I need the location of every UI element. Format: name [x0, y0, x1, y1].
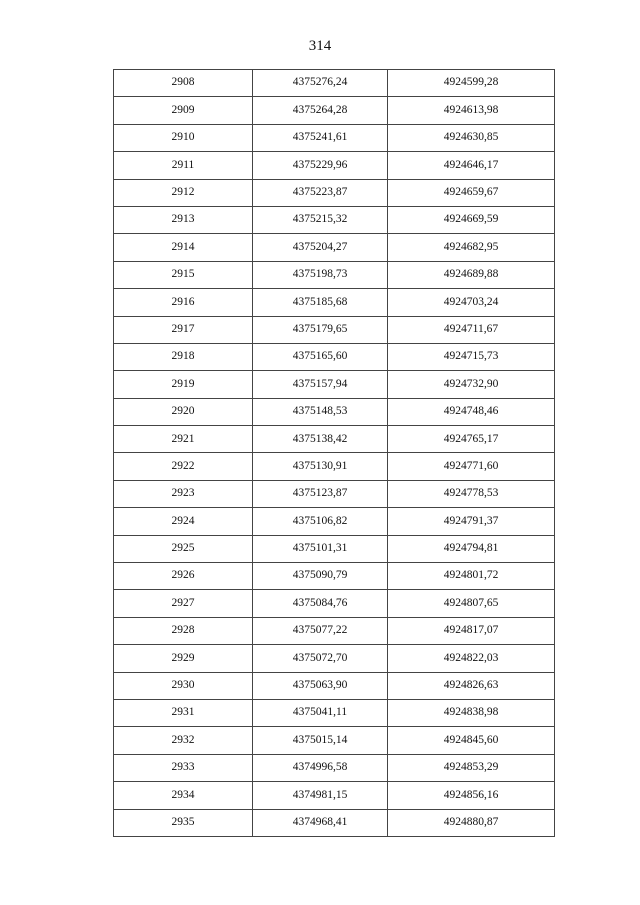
- y-coordinate-cell: 4924659,67: [388, 179, 555, 206]
- point-number-cell: 2913: [114, 206, 253, 233]
- y-coordinate-cell: 4924669,59: [388, 206, 555, 233]
- table-row: [114, 343, 555, 370]
- y-coordinate-cell: 4924880,87: [388, 809, 555, 836]
- table-row: [114, 179, 555, 206]
- x-coordinate-cell: 4375090,79: [253, 563, 388, 590]
- table-row: [114, 70, 555, 97]
- y-coordinate-cell: 4924778,53: [388, 480, 555, 507]
- table-row: [114, 563, 555, 590]
- table-row: [114, 480, 555, 507]
- y-coordinate-cell: 4924838,98: [388, 699, 555, 726]
- table-row: [114, 206, 555, 233]
- x-coordinate-cell: 4375229,96: [253, 152, 388, 179]
- coordinates-table: [113, 69, 555, 837]
- table-row: [114, 645, 555, 672]
- y-coordinate-cell: 4924630,85: [388, 124, 555, 151]
- point-number-cell: 2910: [114, 124, 253, 151]
- point-number-cell: 2927: [114, 590, 253, 617]
- point-number-cell: 2933: [114, 754, 253, 781]
- x-coordinate-cell: 4375084,76: [253, 590, 388, 617]
- table-row: [114, 617, 555, 644]
- x-coordinate-cell: 4375063,90: [253, 672, 388, 699]
- x-coordinate-cell: 4375185,68: [253, 289, 388, 316]
- table-row: [114, 782, 555, 809]
- point-number-cell: 2932: [114, 727, 253, 754]
- point-number-cell: 2916: [114, 289, 253, 316]
- table-row: [114, 234, 555, 261]
- point-number-cell: 2934: [114, 782, 253, 809]
- y-coordinate-cell: 4924765,17: [388, 426, 555, 453]
- y-coordinate-cell: 4924748,46: [388, 398, 555, 425]
- coordinates-table-body: [114, 70, 555, 837]
- point-number-cell: 2923: [114, 480, 253, 507]
- table-row: [114, 535, 555, 562]
- table-row: [114, 453, 555, 480]
- table-row: [114, 316, 555, 343]
- x-coordinate-cell: 4375148,53: [253, 398, 388, 425]
- table-row: [114, 754, 555, 781]
- x-coordinate-cell: 4375138,42: [253, 426, 388, 453]
- table-row: [114, 97, 555, 124]
- point-number-cell: 2924: [114, 508, 253, 535]
- x-coordinate-cell: 4375157,94: [253, 371, 388, 398]
- y-coordinate-cell: 4924715,73: [388, 343, 555, 370]
- point-number-cell: 2922: [114, 453, 253, 480]
- point-number-cell: 2912: [114, 179, 253, 206]
- table-row: [114, 809, 555, 836]
- x-coordinate-cell: 4375041,11: [253, 699, 388, 726]
- x-coordinate-cell: 4375106,82: [253, 508, 388, 535]
- point-number-cell: 2929: [114, 645, 253, 672]
- x-coordinate-cell: 4375204,27: [253, 234, 388, 261]
- point-number-cell: 2915: [114, 261, 253, 288]
- point-number-cell: 2919: [114, 371, 253, 398]
- point-number-cell: 2908: [114, 70, 253, 97]
- y-coordinate-cell: 4924613,98: [388, 97, 555, 124]
- y-coordinate-cell: 4924711,67: [388, 316, 555, 343]
- x-coordinate-cell: 4375015,14: [253, 727, 388, 754]
- y-coordinate-cell: 4924826,63: [388, 672, 555, 699]
- point-number-cell: 2918: [114, 343, 253, 370]
- y-coordinate-cell: 4924732,90: [388, 371, 555, 398]
- x-coordinate-cell: 4375101,31: [253, 535, 388, 562]
- point-number-cell: 2911: [114, 152, 253, 179]
- point-number-cell: 2914: [114, 234, 253, 261]
- point-number-cell: 2917: [114, 316, 253, 343]
- point-number-cell: 2921: [114, 426, 253, 453]
- y-coordinate-cell: 4924801,72: [388, 563, 555, 590]
- table-row: [114, 727, 555, 754]
- y-coordinate-cell: 4924853,29: [388, 754, 555, 781]
- y-coordinate-cell: 4924807,65: [388, 590, 555, 617]
- point-number-cell: 2935: [114, 809, 253, 836]
- y-coordinate-cell: 4924856,16: [388, 782, 555, 809]
- table-row: [114, 371, 555, 398]
- y-coordinate-cell: 4924791,37: [388, 508, 555, 535]
- table-row: [114, 672, 555, 699]
- table-row: [114, 699, 555, 726]
- x-coordinate-cell: 4375264,28: [253, 97, 388, 124]
- table-row: [114, 261, 555, 288]
- table-row: [114, 426, 555, 453]
- x-coordinate-cell: 4375215,32: [253, 206, 388, 233]
- x-coordinate-cell: 4375276,24: [253, 70, 388, 97]
- point-number-cell: 2920: [114, 398, 253, 425]
- table-row: [114, 590, 555, 617]
- x-coordinate-cell: 4375179,65: [253, 316, 388, 343]
- page-number: 314: [308, 38, 332, 54]
- point-number-cell: 2925: [114, 535, 253, 562]
- y-coordinate-cell: 4924817,07: [388, 617, 555, 644]
- y-coordinate-cell: 4924689,88: [388, 261, 555, 288]
- x-coordinate-cell: 4375123,87: [253, 480, 388, 507]
- x-coordinate-cell: 4374981,15: [253, 782, 388, 809]
- x-coordinate-cell: 4375223,87: [253, 179, 388, 206]
- y-coordinate-cell: 4924682,95: [388, 234, 555, 261]
- point-number-cell: 2928: [114, 617, 253, 644]
- y-coordinate-cell: 4924771,60: [388, 453, 555, 480]
- point-number-cell: 2931: [114, 699, 253, 726]
- table-row: [114, 508, 555, 535]
- x-coordinate-cell: 4375072,70: [253, 645, 388, 672]
- table-row: [114, 152, 555, 179]
- table-row: [114, 124, 555, 151]
- x-coordinate-cell: 4375198,73: [253, 261, 388, 288]
- y-coordinate-cell: 4924845,60: [388, 727, 555, 754]
- x-coordinate-cell: 4375241,61: [253, 124, 388, 151]
- x-coordinate-cell: 4375077,22: [253, 617, 388, 644]
- x-coordinate-cell: 4375165,60: [253, 343, 388, 370]
- point-number-cell: 2926: [114, 563, 253, 590]
- point-number-cell: 2930: [114, 672, 253, 699]
- y-coordinate-cell: 4924599,28: [388, 70, 555, 97]
- x-coordinate-cell: 4374968,41: [253, 809, 388, 836]
- point-number-cell: 2909: [114, 97, 253, 124]
- y-coordinate-cell: 4924703,24: [388, 289, 555, 316]
- y-coordinate-cell: 4924822,03: [388, 645, 555, 672]
- table-row: [114, 289, 555, 316]
- x-coordinate-cell: 4374996,58: [253, 754, 388, 781]
- x-coordinate-cell: 4375130,91: [253, 453, 388, 480]
- y-coordinate-cell: 4924794,81: [388, 535, 555, 562]
- table-row: [114, 398, 555, 425]
- y-coordinate-cell: 4924646,17: [388, 152, 555, 179]
